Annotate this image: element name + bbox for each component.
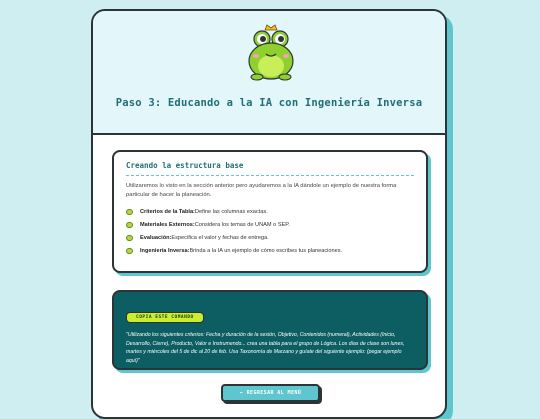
criteria-list	[126, 205, 414, 257]
crowned-frog-icon	[244, 23, 298, 83]
card-header	[93, 11, 445, 135]
section-intro: Utilizaremos lo visto en la sección anterior pero ayudaremos a la IA dándole un ejemplo de nuestra forma particular de hacer la planeación.	[126, 183, 397, 198]
criteria-desc: Brinda a la IA un ejemplo de cómo escribes tus planeaciones.	[189, 247, 343, 254]
list-item	[126, 244, 414, 257]
frog-bullet-icon	[126, 209, 133, 215]
criteria-desc: Considera los temas de UNAM o SEP.	[194, 221, 290, 228]
list-item	[126, 231, 414, 244]
frog-bullet-icon	[126, 248, 133, 254]
frog-bullet-icon	[126, 222, 133, 228]
criteria-desc: Define las columnas exactas.	[194, 208, 268, 215]
copy-command-button[interactable]: COPIA ESTE COMANDO	[126, 312, 204, 323]
frog-bullet-icon	[126, 235, 133, 241]
list-item	[126, 218, 414, 231]
structure-section	[112, 150, 428, 273]
list-item	[126, 205, 414, 218]
section-title: Creando la estructura base	[126, 161, 414, 176]
step-card	[91, 9, 447, 419]
criteria-term: Evaluación:	[140, 234, 172, 241]
criteria-term: Materiales Externos:	[140, 221, 195, 228]
criteria-desc: Especifica el valor y fechas de entrega.	[171, 234, 269, 241]
command-box	[112, 290, 428, 370]
criteria-term: Criterios de la Tabla:	[140, 208, 195, 215]
page-title: Paso 3: Educando a la IA con Ingeniería Inversa	[115, 97, 423, 109]
back-to-menu-button[interactable]: ← REGRESAR AL MENÚ	[221, 384, 320, 402]
command-prompt-text: "Utilizando los siguientes criterios: Fecha y duración de la sesión, Objetivo, Contenidos (numeral), Actividades (Inicio, Desarrollo, Cierre), Producto, Valor e Instrumendo... crea una tabla para el grupo de Lógica. Los días de clase son lunes, martes y miércoles del 5 de dic al 20 de feb. Usa Taxonomía de Marzano y guíate del siguiente ejemplo: (pegar ejemplo aquí)"	[126, 332, 405, 365]
criteria-term: Ingeniería Inversa:	[140, 247, 190, 254]
